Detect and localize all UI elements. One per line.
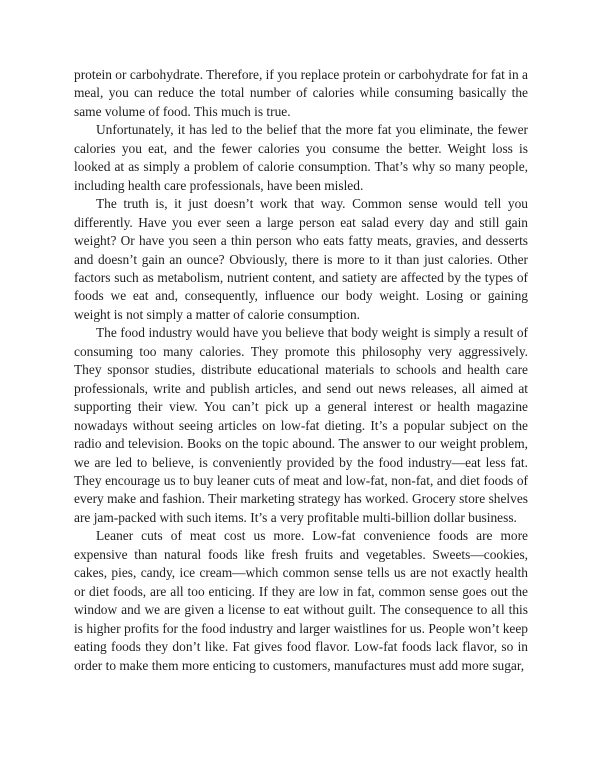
paragraph-common-sense: The truth is, it just doesn’t work that way. Common sense would tell you differently. Have you ever seen a large person eat salad every day and still gain weight? Or have you seen a thin person who eats fatty meats, gravies, and desserts and doesn’t gain an ounce? Obviously, there is more to it than just calories. Other factors such as metabolism, nutrient content, and satiety are affected by the types of foods we eat and, consequently, influence our body weight. Losing or gaining weight is not simply a matter of calorie consumption.	[74, 196, 528, 322]
page-body	[74, 66, 528, 675]
paragraph-food-industry: The food industry would have you believe that body weight is simply a result of consuming too many calories. They promote this philosophy very aggressively. They sponsor studies, distribute educational materials to schools and health care professionals, write and publish articles, and send out news releases, all aimed at supporting their view. You can’t pick up a general interest or health magazine nowadays without seeing articles on low-fat dieting. It’s a popular subject on the radio and television. Books on the topic abound. The answer to our weight problem, we are led to believe, is conveniently provided by the food industry—eat less fat. They encourage us to buy leaner cuts of meat and low-fat, non-fat, and diet foods of every make and fashion. Their marketing strategy has worked. Grocery store shelves are jam-packed with such items. It’s a very profitable multi-billion dollar business.	[74, 325, 528, 525]
paragraph-continuation: protein or carbohydrate. Therefore, if you replace protein or carbohydrate for fat in a meal, you can reduce the total number of calories while consuming basically the same volume of food. This much is true.	[74, 67, 528, 119]
paragraph-leaner-cuts: Leaner cuts of meat cost us more. Low-fat convenience foods are more expensive than natural foods like fresh fruits and vegetables. Sweets—cookies, cakes, pies, candy, ice cream—which common sense tells us are not exactly health or diet foods, are all too enticing. If they are low in fat, common sense goes out the window and we are given a license to eat without guilt. The consequence to all this is higher profits for the food industry and larger waistlines for us. People won’t keep eating foods they don’t like. Fat gives food flavor. Low-fat foods lack flavor, so in order to make them more enticing to customers, manufactures must add more sugar,	[74, 528, 528, 673]
paragraph-fat-belief: Unfortunately, it has led to the belief that the more fat you eliminate, the fewer calories you eat, and the fewer calories you consume the better. Weight loss is looked at as simply a problem of calorie consumption. That’s why so many people, including health care professionals, have been misled.	[74, 122, 528, 193]
